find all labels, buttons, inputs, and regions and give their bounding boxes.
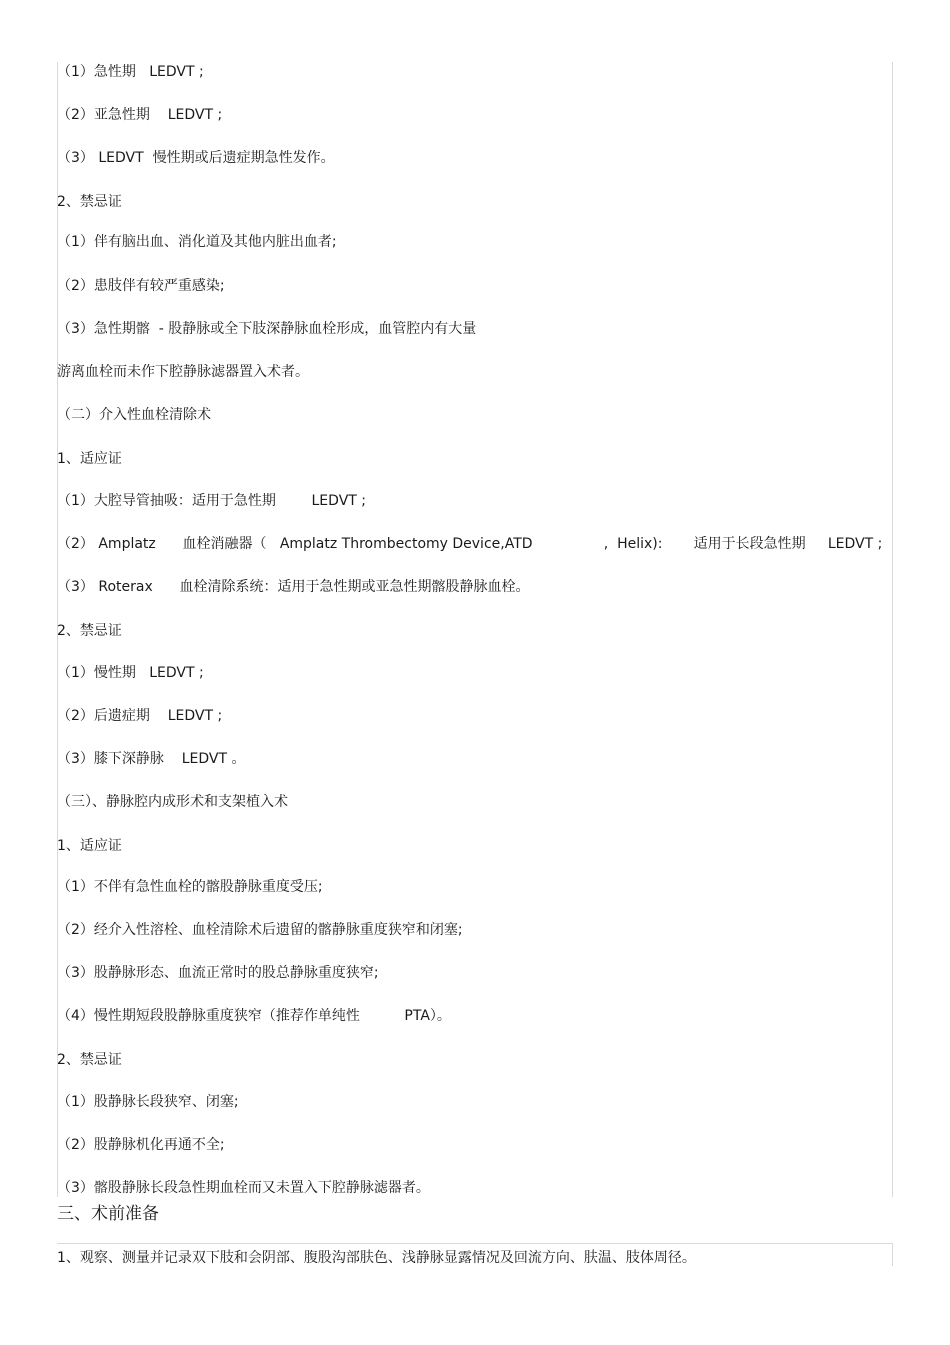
text-line: 1、适应证: [57, 838, 122, 854]
text-line: （3） LEDVT 慢性期或后遗症期急性发作。: [57, 150, 335, 166]
text-line: （1）伴有脑出血、消化道及其他内脏出血者;: [57, 234, 337, 250]
text-line: 2、禁忌证: [57, 1052, 122, 1068]
text-line: （3） Roterax 血栓清除系统：适用于急性期或亚急性期髂股静脉血栓。: [57, 579, 530, 595]
text-line: （3）股静脉形态、血流正常时的股总静脉重度狭窄;: [57, 965, 379, 981]
text-line: 游离血栓而未作下腔静脉滤器置入术者。: [57, 364, 309, 380]
text-line: 1、观察、测量并记录双下肢和会阴部、腹股沟部肤色、浅静脉显露情况及回流方向、肤温、肢体周径。: [57, 1250, 696, 1266]
text-line: （3）髂股静脉长段急性期血栓而又未置入下腔静脉滤器者。: [57, 1180, 430, 1196]
text-line: （2）亚急性期 LEDVT ;: [57, 107, 223, 123]
text-line: （2）后遗症期 LEDVT ;: [57, 708, 223, 724]
text-line: （二）介入性血栓清除术: [57, 407, 211, 423]
text-line: 2、禁忌证: [57, 194, 122, 210]
text-line: （1）股静脉长段狭窄、闭塞;: [57, 1094, 239, 1110]
text-line: （三）、静脉腔内成形术和支架植入术: [57, 794, 288, 810]
section-heading: 三、术前准备: [57, 1204, 159, 1224]
text-line: （2）患肢伴有较严重感染;: [57, 278, 225, 294]
text-line: （2）股静脉机化再通不全;: [57, 1137, 225, 1153]
text-line: 2、禁忌证: [57, 623, 122, 639]
frame-bottom-right-vertical: [892, 1243, 893, 1266]
text-line: （1）急性期 LEDVT ;: [57, 64, 204, 80]
text-line: （3）膝下深静脉 LEDVT 。: [57, 751, 246, 767]
text-line: （3）急性期髂 - 股静脉或全下肢深静脉血栓形成，血管腔内有大量: [57, 321, 477, 337]
frame-bottom-rule: [57, 1243, 893, 1244]
text-line: （1）不伴有急性血栓的髂股静脉重度受压;: [57, 879, 323, 895]
text-line: （2） Amplatz 血栓消融器（ Amplatz Thrombectomy Device,ATD , Helix): 适用于长段急性期 LEDVT ;: [57, 536, 883, 552]
text-line: （4）慢性期短段股静脉重度狭窄（推荐作单纯性 PTA）。: [57, 1008, 451, 1024]
frame-right-vertical: [892, 62, 893, 1197]
text-line: （2）经介入性溶栓、血栓清除术后遗留的髂静脉重度狭窄和闭塞;: [57, 922, 463, 938]
text-line: （1）大腔导管抽吸：适用于急性期 LEDVT ;: [57, 493, 366, 509]
text-line: （1）慢性期 LEDVT ;: [57, 665, 204, 681]
text-line: 1、适应证: [57, 451, 122, 467]
